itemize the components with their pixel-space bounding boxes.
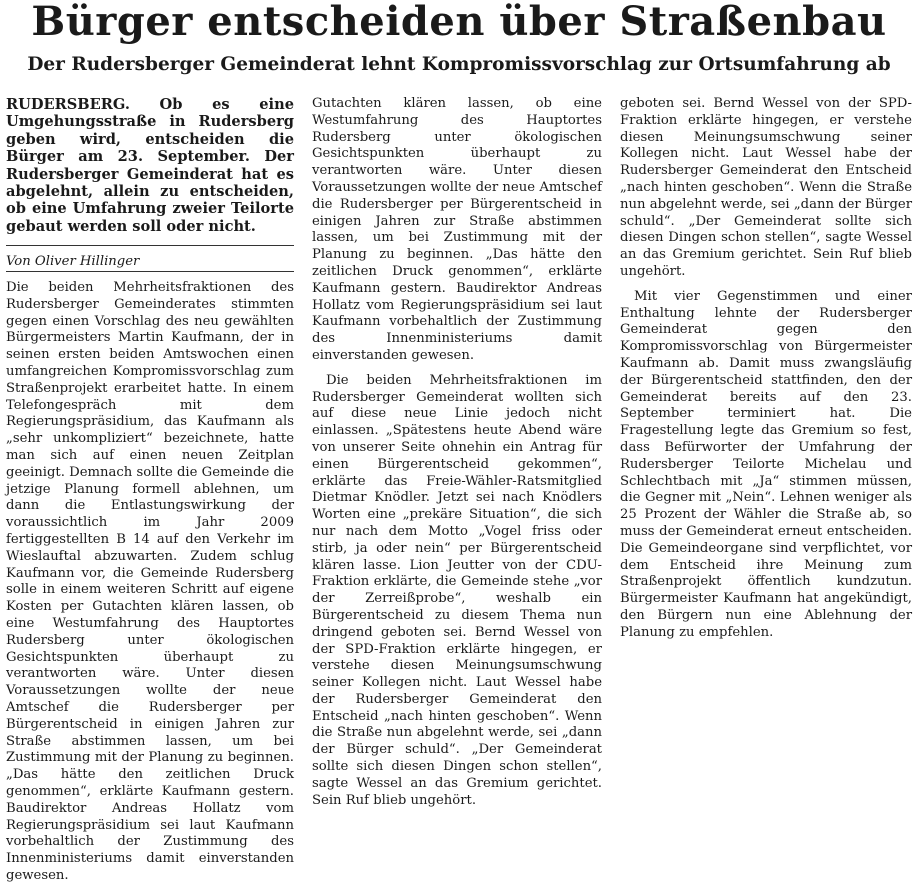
headline: Bürger entscheiden über Straßenbau [31, 0, 887, 45]
article-paragraph-continued: Gutachten klären lassen, ob eine Westumfahrung des Hauptortes Rudersberg unter ökologischen Gesichtspunkten überhaupt zu verantworten wäre. Unter diesen Voraussetzungen wollte der neue Amtschef die Rudersberger per Bürgerentscheid in einigen Jahren zur Straße abstimmen lassen, um bei Zustimmung mit der Planung zu beginnen. „Das hätte den zeitlichen Druck genommen“, erklärte Kaufmann gestern. Baudirektor Andreas Hollatz vom Regierungspräsidium sei laut Kaufmann vorbehaltlich der Zustimmung des Innenministeriums damit einverstanden gewesen. [312, 96, 602, 363]
divider [6, 245, 294, 246]
article-paragraph: Mit vier Gegenstimmen und einer Enthaltung lehnte der Rudersberger Gemeinderat gegen den Kompromissvorschlag von Bürgermeister Kaufmann ab. Damit muss zwangsläufig der Bürgerentscheid stattfinden, den der Gemeinderat bereits auf den 23. September terminiert hat. Die Fragestellung legte das Gremium so fest, dass Befürworter der Umfahrung der Rudersberger Teilorte Michelau und Schlechtbach mit „Ja“ stimmen müssen, die Gegner mit „Nein“. Lehnen weniger als 25 Prozent der Wähler die Straße ab, so muss der Gemeinderat erneut entscheiden. Die Gemeindeorgane sind verpflichtet, vor dem Entscheid ihre Meinung zum Straßenprojekt öffentlich kundzutun. Bürgermeister Kaufmann hat angekündigt, den Bürgern nun eine Ablehnung der Planung zu empfehlen. [620, 288, 912, 640]
article-paragraph: Die beiden Mehrheitsfraktionen des Rudersberger Gemeinderates stimmten gegen einen Vorschlag des neu gewählten Bürgermeisters Martin Kaufmann, der in seinen ersten beiden Amtswochen einen umfangreichen Kompromissvorschlag zum Straßenprojekt erarbeitet hatte. In einem Telefongespräch mit dem Regierungspräsidium, das Kaufmann als „sehr unkompliziert“ bezeichnete, hatte man sich auf einen neuen Zeitplan geeinigt. Demnach sollte die Gemeinde die jetzige Planung formell ablehnen, um dann die Entlastungswirkung der voraussichtlich im Jahr 2009 fertiggestellten B 14 auf den Verkehr im Wieslauftal abzuwarten. Zudem schlug Kaufmann vor, die Gemeinde Rudersberg solle in einem weiteren Schritt auf eigene Kosten per Gutachten klären lassen, ob eine Westumfahrung des Hauptortes Rudersberg unter ökologischen Gesichtspunkten überhaupt zu verantworten wäre. Unter diesen Voraussetzungen wollte der neue Amtschef die Rudersberger per Bürgerentscheid in einigen Jahren zur Straße abstimmen lassen, um bei Zustimmung mit der Planung zu beginnen. „Das hätte den zeitlichen Druck genommen“, erklärte Kaufmann gestern. Baudirektor Andreas Hollatz vom Regierungspräsidium sei laut Kaufmann vorbehaltlich der Zustimmung des Innenministeriums damit einverstanden gewesen. [6, 280, 294, 883]
lead-paragraph: RUDERSBERG. Ob es eine Umgehungsstraße in Rudersberg geben wird, entscheiden die Bürger am 23. September. Der Rudersberger Gemeinderat hat es abgelehnt, allein zu entscheiden, ob eine Umfahrung zweier Teilorte gebaut werden soll oder nicht. [6, 96, 294, 235]
column-3 [620, 96, 912, 642]
column-1 [6, 96, 294, 883]
article-paragraph: Die beiden Mehrheitsfraktionen im Rudersberger Gemeinderat wollten sich auf diese neue Linie jedoch nicht einlassen. „Spätestens heute Abend wäre von unserer Seite ohnehin ein Antrag für einen Bürgerentscheid gekommen“, erklärte das Freie-Wähler-Ratsmitglied Dietmar Knödler. Jetzt sei nach Knödlers Worten eine „prekäre Situation“, die sich nur nach dem Motto „Vogel friss oder stirb, ja oder nein“ per Bürgerentscheid klären lasse. Lion Jeutter von der CDU-Fraktion erklärte, die Gemeinde stehe „vor der Zerreißprobe“, weshalb ein Bürgerentscheid zu diesem Thema nun dringend geboten sei. Bernd Wessel von der SPD-Fraktion erklärte hingegen, er verstehe diesen Meinungsumschwung seiner Kollegen nicht. Laut Wessel habe der Rudersberger Gemeinderat den Entscheid „nach hinten geschoben“. Wenn die Straße nun abgelehnt werde, sei „dann der Bürger schuld“. „Der Gemeinderat sollte sich diesen Dingen schon stellen“, sagte Wessel an das Gremium gerichtet. Sein Ruf blieb ungehört. [312, 372, 602, 808]
column-2 [312, 96, 602, 808]
subheadline: Der Rudersberger Gemeinderat lehnt Kompromissvorschlag zur Ortsumfahrung ab [27, 54, 891, 75]
divider [6, 271, 294, 272]
article-paragraph-continued: geboten sei. Bernd Wessel von der SPD-Fraktion erklärte hingegen, er verstehe diesen Meinungsumschwung seiner Kollegen nicht. Laut Wessel habe der Rudersberger Gemeinderat den Entscheid „nach hinten geschoben“. Wenn die Straße nun abgelehnt werde, sei „dann der Bürger schuld“. „Der Gemeinderat sollte sich diesen Dingen schon stellen“, sagte Wessel an das Gremium gerichtet. Sein Ruf blieb ungehört. [620, 96, 912, 279]
byline: Von Oliver Hillinger [6, 254, 140, 270]
